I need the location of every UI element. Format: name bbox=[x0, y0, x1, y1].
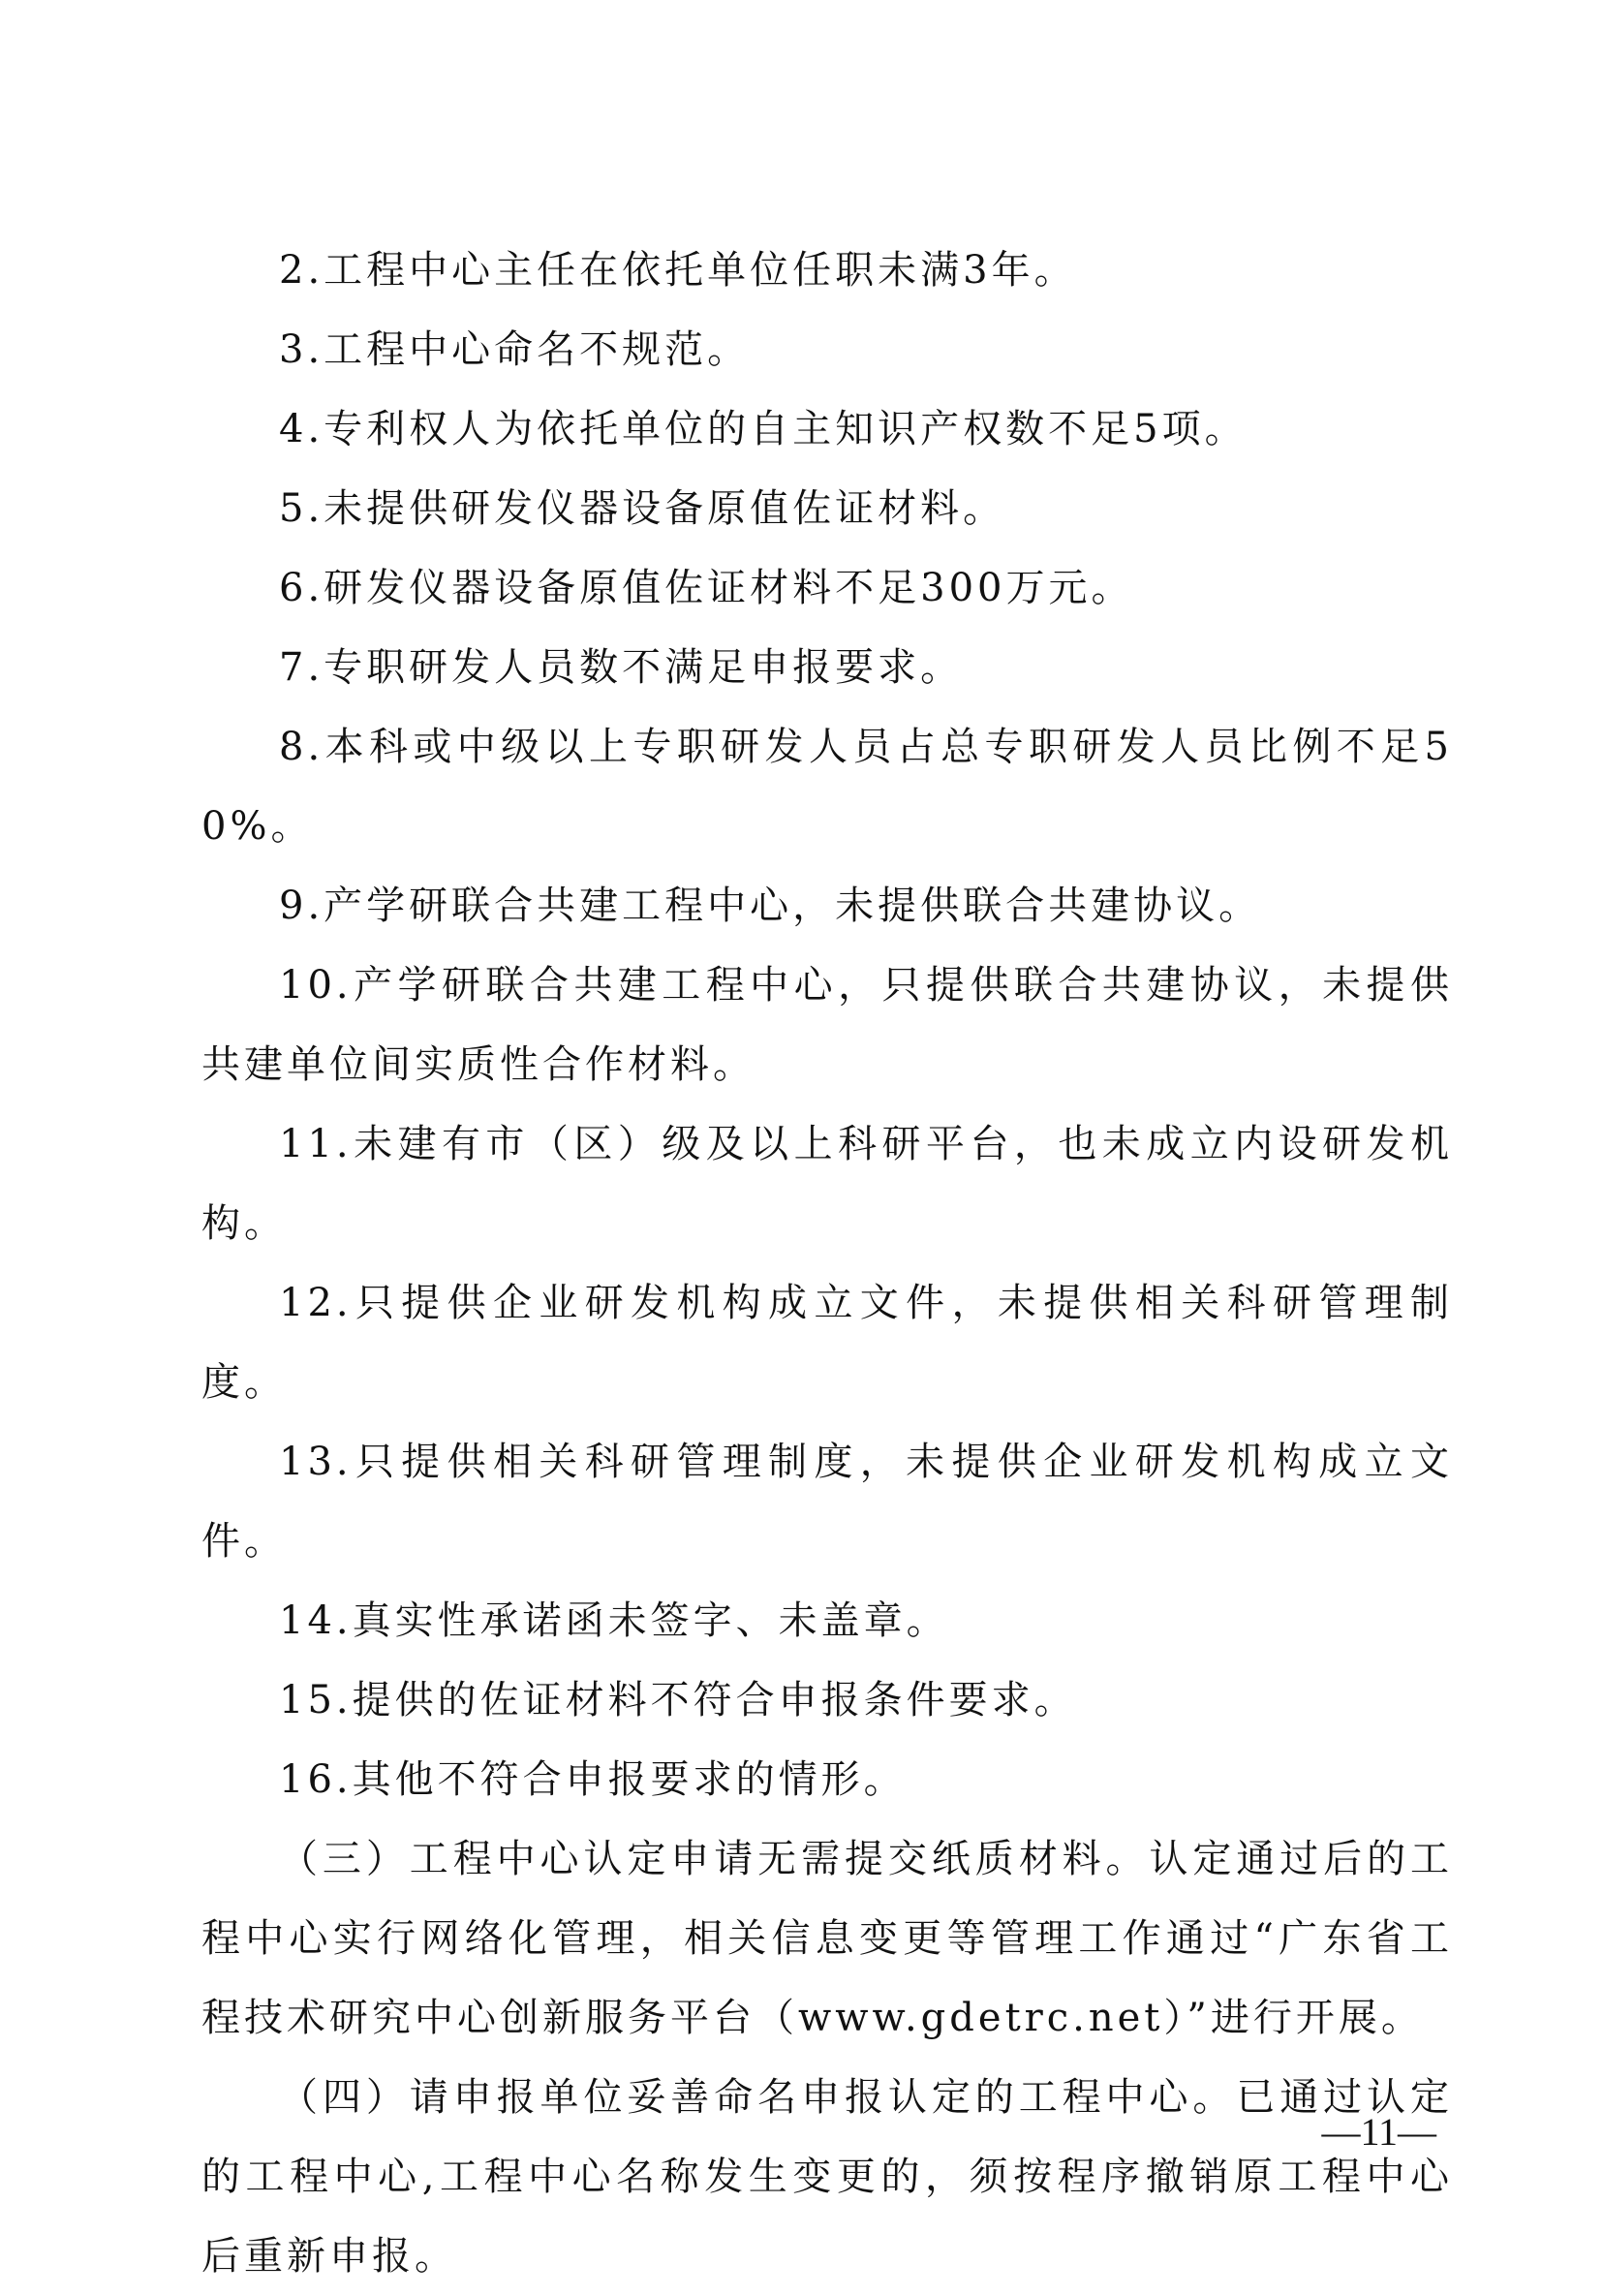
paragraph-item-16: 16.其他不符合申报要求的情形。 bbox=[279, 1757, 907, 1802]
paragraph-item-14: 14.真实性承诺函未签字、未盖章。 bbox=[279, 1598, 949, 1643]
paragraph-item-15: 15.提供的佐证材料不符合申报条件要求。 bbox=[279, 1678, 1077, 1722]
paragraph-item-6: 6.研发仪器设备原值佐证材料不足300万元。 bbox=[279, 566, 1134, 610]
paragraph-item-12: 12.只提供企业研发机构成立文件，未提供相关科研管理制度。 bbox=[201, 1281, 1453, 1405]
page-number: —11— bbox=[1321, 2110, 1436, 2154]
paragraph-item-11: 11.未建有市（区）级及以上科研平台，也未成立内设研发机构。 bbox=[201, 1122, 1453, 1246]
paragraph-section-4: （四）请申报单位妥善命名申报认定的工程中心。已通过认定的工程中心,工程中心名称发生变更的，须按程序撤销原工程中心后重新申报。 bbox=[201, 2075, 1453, 2279]
paragraph-item-9: 9.产学研联合共建工程中心，未提供联合共建协议。 bbox=[279, 884, 1262, 928]
paragraph-item-3: 3.工程中心命名不规范。 bbox=[279, 327, 751, 372]
paragraph-item-8: 8.本科或中级以上专职研发人员占总专职研发人员比例不足50%。 bbox=[201, 725, 1453, 849]
paragraph-item-13: 13.只提供相关科研管理制度，未提供企业研发机构成立文件。 bbox=[201, 1440, 1453, 1564]
paragraph-section-3: （三）工程中心认定申请无需提交纸质材料。认定通过后的工程中心实行网络化管理，相关信息变更等管理工作通过“广东省工程技术研究中心创新服务平台（www.gdetrc.net）”进行开展。 bbox=[201, 1837, 1453, 2040]
paragraph-item-4: 4.专利权人为依托单位的自主知识产权数不足5项。 bbox=[279, 407, 1248, 451]
paragraph-item-7: 7.专职研发人员数不满足申报要求。 bbox=[279, 645, 964, 690]
document-body bbox=[201, 231, 1453, 2296]
paragraph-item-2: 2.工程中心主任在依托单位任职未满3年。 bbox=[279, 248, 1077, 293]
paragraph-item-5: 5.未提供研发仪器设备原值佐证材料。 bbox=[279, 486, 1006, 531]
paragraph-item-10: 10.产学研联合共建工程中心，只提供联合共建协议，未提供共建单位间实质性合作材料。 bbox=[201, 963, 1453, 1087]
